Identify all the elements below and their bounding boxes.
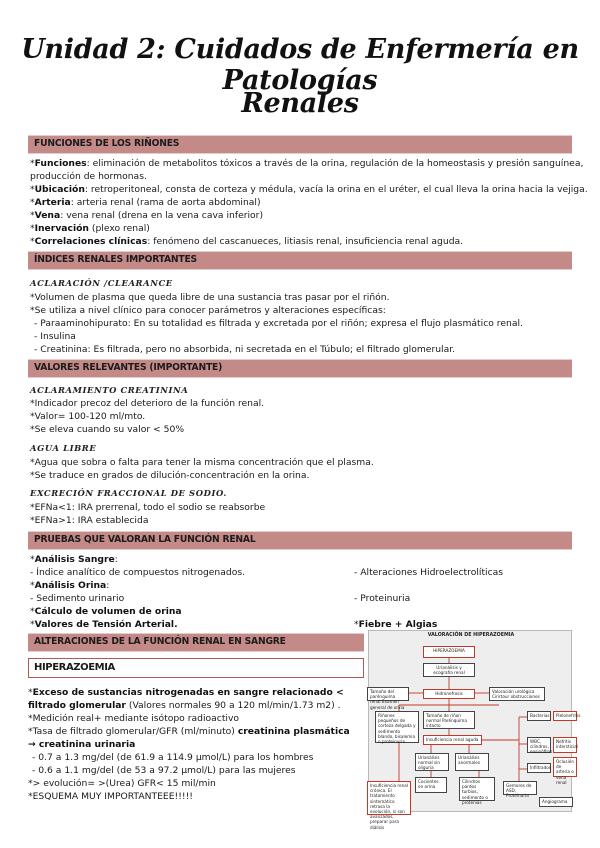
list-item: *> evolución= >(Urea) GFR< 15 mil/min (28, 778, 216, 789)
list-item: *EFNa>1: IRA establecida (30, 515, 149, 526)
valores-list-3 (30, 501, 572, 527)
list-item: *Se utiliza a nivel clínico para conocer parámetros y alteraciones específicas: (30, 305, 386, 316)
node-wbc: WBC, cilindros, eosinófilos (527, 737, 551, 753)
node-pielonefritis: Pielonefritis (553, 711, 577, 721)
funciones-item: *Correlaciones clínicas: fenómeno del cascanueces, litiasis renal, insuficiencia renal aguda. (30, 236, 464, 247)
list-item: *Se eleva cuando su valor < 50% (30, 424, 185, 435)
node-hiperazoemia: HIPERAZOEMIA (423, 646, 475, 658)
list-item: *ESQUEMA MUY IMPORTANTEEE!!!!! (28, 791, 193, 802)
pruebas-item-right: - Proteinuria (354, 593, 411, 604)
valores-list-1 (30, 397, 572, 436)
node-ira-cronica: Insuficiencia renal crónica. El tratamiento sintomático retrasa la evolución, si son avanzados, preparar para diálisis (367, 781, 411, 815)
page-title-line1: Unidad 2: Cuidados de Enfermería en Patologías (21, 34, 579, 96)
section-header-alteraciones: ALTERACIONES DE LA FUNCIÓN RENAL EN SANGRE (28, 634, 364, 652)
hiperazoemia-box: HIPERAZOEMIA (28, 658, 364, 678)
page-title-line2: Renales (241, 88, 359, 119)
list-item: *Valor= 100-120 ml/mto. (30, 411, 146, 422)
funciones-item: producción de hormonas. (30, 171, 147, 182)
list-item: *Volumen de plasma que queda libre de una sustancia tras pasar por el riñón. (30, 292, 390, 303)
pruebas-item-right: - Alteraciones Hidroelectrolíticas (354, 567, 504, 578)
node-ira: Insuficiencia renal aguda (423, 735, 482, 745)
list-item: - 0.7 a 1.3 mg/del (de 61.9 a 114.9 μmol/L) para los hombres (32, 752, 314, 763)
node-hidronefrosis: Hidronefrosis (423, 689, 475, 699)
node-oclusion: Oclusión de arteria o vena renal (553, 757, 577, 777)
list-item: - Creatinina: Es filtrada, pero no absorbida, ni secretada en el Túbulo; el filtrado glomerular. (34, 344, 456, 355)
node-valoracion-urologica: Valoración urológica Cirirtour obstrucciones (489, 687, 545, 701)
list-item: *Cálculo de volumen de orina (30, 606, 182, 617)
node-tamano-parenquima: Tamaño del parénquima renal Examen general de orina (367, 687, 409, 701)
list-item: - Índice analítico de compuestos nitrogenados. (30, 567, 246, 578)
list-item: - Insulina (34, 331, 76, 342)
subheading-clearance: ACLARACIÓN /CLEARANCE (30, 278, 173, 288)
list-item: *Valores de Tensión Arterial. (30, 619, 178, 630)
section-header-valores: VALORES RELEVANTES (IMPORTANTE) (28, 360, 572, 378)
funciones-list (30, 157, 588, 248)
node-cilindros: Cilindros pardos turbios, sedimento o protenias (459, 777, 495, 801)
node-nefritis: Nefritis intersticial (553, 737, 577, 753)
node-rinones-pequenos: Riñones pequeños de corteza delgada y sedimento blando, bisalemia o proteinuria (375, 711, 419, 743)
subheading-excrecion: EXCRECIÓN FRACCIONAL DE SODIO. (30, 488, 227, 498)
funciones-item: *Ubicación: retroperitoneal, consta de corteza y médula, vacía la orina en el uréter, el cual lleva la orina hacia la vejiga. (30, 184, 588, 195)
funciones-item: *Vena: vena renal (drena en la vena cava inferior) (30, 210, 264, 221)
list-item: *Análisis Orina: (30, 580, 110, 591)
funciones-item: *Inervación (plexo renal) (30, 223, 150, 234)
node-cocientes: Cocientes en orina (415, 777, 447, 793)
list-item: *Se traduce en grados de dilución-concentración en la orina. (30, 470, 310, 481)
section-header-pruebas: PRUEBAS QUE VALORAN LA FUNCIÓN RENAL (28, 532, 572, 550)
node-tamano-normal: Tamaño de riñon normal Parénquima intacto (423, 711, 475, 729)
hiperazoemia-flowchart (368, 630, 581, 830)
list-item: *EFNa<1: IRA prerrenal, todo el sodio se reabsorbe (30, 502, 266, 513)
section-header-indices: ÍNDICES RENALES IMPORTANTES (28, 252, 572, 270)
indices-list (30, 291, 572, 356)
funciones-item: *Arteria: arteria renal (rama de aorta abdominal) (30, 197, 261, 208)
list-item: *Exceso de sustancias nitrogenadas en sangre relacionado < (28, 687, 344, 698)
list-item: *Tasa de filtrado glomerular/GFR (ml/minuto) creatinina plasmática (28, 726, 350, 737)
list-item: *Agua que sobra o falta para tener la misma concentración que el plasma. (30, 457, 374, 468)
node-angiograma: Angiograma (539, 797, 573, 807)
list-item: filtrado glomerular (Valores normales 90 a 120 ml/min/1.73 m2) . (28, 700, 341, 711)
pruebas-item-right: *Fiebre + Algias (354, 619, 438, 630)
list-item: *Indicador precoz del deterioro de la función renal. (30, 398, 265, 409)
node-gemores: Gemores de ASD, Proteinuria (503, 781, 537, 795)
list-item: - Sedimento urinario (30, 593, 125, 604)
subheading-agua-libre: AGUA LIBRE (30, 443, 97, 453)
funciones-item: *Funciones: eliminación de metabolitos tóxicos a través de la orina, regulación de la homeostasis y presión sanguínea, (30, 158, 584, 169)
node-urianalisis: Urianálisis y ecografía renal (423, 663, 475, 677)
node-infiltrados: Infiltrados (527, 763, 551, 773)
valores-list-2 (30, 456, 572, 482)
hiperazoemia-text (28, 686, 364, 803)
flowchart-title: VALORACIÓN DE HIPERAZOEMIA (427, 633, 515, 638)
node-urianalisis-normal: Urianálisis normal sin oliguria (415, 753, 449, 771)
node-bacterias: Bacterias (527, 711, 551, 721)
list-item: *Análisis Sangre: (30, 554, 118, 565)
list-item: *Medición real+ mediante isótopo radioactivo (28, 713, 240, 724)
list-item: - Paraaminohipurato: En su totalidad es filtrada y excretada por el riñón; expresa el flujo plasmático renal. (34, 318, 523, 329)
section-header-funciones: FUNCIONES DE LOS RIÑONES (28, 136, 572, 154)
node-urianalisis-anormal: Urianálisis anormales (455, 753, 489, 771)
subheading-aclaramiento: ACLARAMIENTO CREATININA (30, 385, 189, 395)
list-item: - 0.6 a 1.1 mg/del (de 53 a 97.2 μmol/L) para las mujeres (32, 765, 296, 776)
list-item: → creatinina urinaria (28, 739, 136, 750)
pruebas-list (30, 553, 572, 631)
